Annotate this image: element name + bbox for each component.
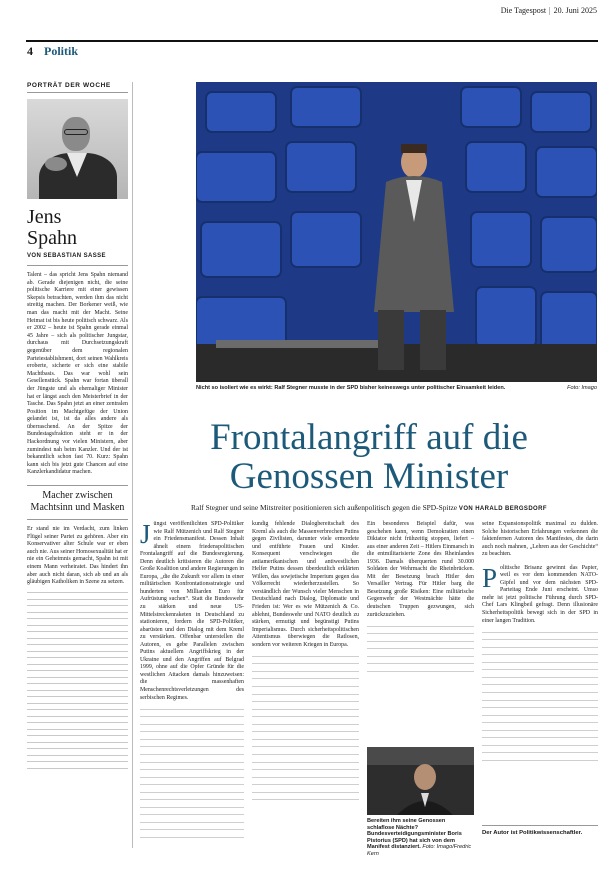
author-note: Der Autor ist Politikwissenschaftler.	[482, 830, 583, 836]
article-column-4-continuation	[482, 632, 598, 761]
portrait-first-name: Jens	[27, 206, 62, 228]
article-column-1-text: üngst veröffentlichten SPD-Politiker wie Ralf Mützenich und Ralf Stegner ein Friedensmanifest. Dessen Inhalt ähnelt einem friedenspolitischen Frontalangriff auf die Bundesregierung. Denn deutlich kritisieren die Autoren die Große Koalition und andere Regierungen in Europa, „die die Zukunft vor allem in einer militärischen Konfrontationsstrategie und hunderten von Milliarden Euro für Aufrüstung suchen“. Statt die Bundeswehr zu stärken und neue US-Mittelstreckenraketen in Deutschland zu stationieren, fordern die SPD-Politiker, abarüsten und den Dialog mit dem Kreml zu verstärken. Offenbar unterstellen die Autoren, es gebe Parallelen zwischen Putins aktuellem Angriffskrieg in der Ukraine und den Angriffen auf Belgrad 1999, ohne auf die Opfer Gründe für die westlichen Attacken damals hinzuweisen: die massenhaften Menschenrechtsverletzungen des serbischen Regimes.	[140, 521, 244, 701]
portrait-byline: VON SEBASTIAN SASSE	[27, 253, 128, 266]
article-column-3-text: Ein besonderes Beispiel dafür, was geschehen kann, wenn Demokratien einen Diktator nicht frühzeitig stoppen, liefert – aus einer anderen Zeit – Hitlers Einmarsch in die entmilitarisierte Zone des Rheinlandes 1936. Damals überquerten rund 30.000 Soldaten der Wehrmacht die Rheinbrücken. Mit der Besetzung brach Hitler den Versailler Vertrag. Für Hitler barg die Besetzung große Risiken: Eine militärische Gegenwehr der Westmächte hätte die deutschen Truppen gezwungen, sich zurückzuziehen.	[367, 521, 474, 618]
article-column-4	[482, 521, 598, 761]
portrait-subhead: Macher zwischen Machtsinn und Masken	[27, 485, 128, 520]
article-column-2	[252, 521, 359, 800]
article-author: VON HARALD BERGSDORF	[458, 506, 547, 512]
standfirst-text: Ralf Stegner und seine Mitstreiter positionieren sich außenpolitisch gegen die SPD-Spitze	[191, 503, 458, 512]
article-column-3-continuation	[367, 626, 474, 672]
inset-caption	[367, 818, 474, 858]
main-photo	[196, 82, 597, 382]
inset-credit: Foto: Imago/Fredric Kern	[367, 844, 472, 857]
article-column-4b-text: olitische Brisanz gewinnt das Papier, weil es vor dem kommenden NATO-Gipfel und vor dem nächsten SPD-Parteitag Ende Juni erscheint. Umso mehr ist jetzt politische Führung durch SPD-Chef Lars Klingbeil gefragt. Denn illusionäre Sicherheitspolitik bewegt sich in der SPD in einer langen Tradition.	[482, 564, 598, 624]
portrait-photo	[27, 99, 128, 199]
photo-credit: Foto: Imago	[567, 385, 597, 391]
section-title: Politik	[44, 44, 79, 58]
article-column-2-continuation	[252, 656, 359, 800]
inset-photo	[367, 747, 474, 815]
author-note-rule	[482, 825, 598, 826]
article-standfirst	[140, 503, 598, 512]
article-column-4-text: seine Expansionspolitik maximal zu dulden. Solche historischen Erfahrungen verkennen die faktenfernen Autoren des Manifestes, die darin auch noch mahnen, „Lehren aus der Geschichte“ zu beachten.	[482, 521, 598, 558]
drop-cap-2: P	[482, 562, 498, 593]
article-column-3	[367, 521, 474, 672]
portrait-kicker: PORTRÄT DER WOCHE	[27, 82, 128, 93]
page-number: 4	[27, 44, 33, 58]
page-rule	[26, 40, 598, 42]
photo-caption-text: Nicht so isoliert wie es wirkt: Ralf Stegner musste in der SPD bisher keineswegs unter politischer Einsamkeit leiden.	[196, 385, 506, 391]
headline-line-1: Frontalangriff auf die	[210, 417, 528, 458]
portrait-column	[27, 82, 128, 769]
article-headline	[140, 418, 598, 496]
article-column-2-text: kundig fehlende Dialogbereitschaft des Kreml als auch die Massenverbrechen Putins gegen Zivilisten, darunter viele ermordete und entführte Frauen und Kinder. Konsequent verschwiegen die antiamerikanischen und antiwestlichen Helfer Putins dessen überdeutlich erklärten Willen, das sowjetische Imperium gegen das Völkerrecht wiederherzustellen. So verständlich der Wunsch vieler Menschen in Deutschland nach Dialog, Diplomatie und Frieden ist: Wer es wie Mützenich & Co. ablehnt, Bundeswehr und NATO deutlich zu stärken, ermutigt und begünstigt Putins Imperialismus. Durch sicherheitspolitischen Attentismus überwiegen die Ratlosen, sondern vor weiteren Kriegen in Europa.	[252, 521, 359, 648]
portrait-name	[27, 207, 128, 249]
photo-caption	[196, 385, 597, 391]
issue-date: 20. Juni 2025	[553, 6, 597, 15]
article-column-1-continuation	[140, 709, 244, 838]
masthead: Die Tagespost | 20. Juni 2025	[500, 6, 597, 15]
drop-cap: J	[140, 519, 151, 549]
headline-line-2: Genossen Minister	[229, 456, 509, 497]
portrait-body: Talent – das spricht Jens Spahn niemand ab. Gerade diejenigen nicht, die seine politische Karriere mit einer gewissen Skepsis betrachten, werden ihm das nicht streitig machen. Der Borkener weiß, wie man das macht mit der Macht. Seine Heimat ist bis heute politisch schwarz. Als er 2002 – heute ist Spahn gerade einmal 45 Jahre – sich als politischer Jungstar, durchaus mit Durchsetzungskraft gegenüber dem regionalen Parteiestablishment, dort seinen Wahlkreis eroberte, sicherte er sich eine stabile Machtbasis. Das war wohl sein Gesellenstück. Spahn war fortan überall der Jüngste und als ehemaliger Minister hat er längst auch den Meisterbrief in der Tasche. Das Spahn jetzt an einer zentralen Position im Machtgefüge der Union gelandet ist, ist da alles andere als überraschend. An der Spitze der Bundestagsfraktion steht er in der Hackordnung vor vielen Ministern, aber zumindest nah beim Kanzler. Und der ist bekanntlich schon fast 70. Kurz: Spahn kann sich bis jetzt gute Chancen auf eine Kanzlerkandidatur machen.	[27, 272, 128, 476]
article-column-1	[140, 521, 244, 838]
portrait-body-2: Er stand nie im Verdacht, zum linken Flügel seiner Partei zu gehören. Aber ein Konservativer alter Schule war er eben auch nie. Aus seiner Homosexualität hat er nie ein Geheimnis gemacht, Spahn ist mit einem Mann verheiratet. Das hindert ihn aber auch nicht daran, sich ab und an als gläubigen Katholiken in Szene zu setzen.	[27, 526, 128, 586]
paper-name: Die Tagespost	[500, 6, 547, 15]
inset-caption-text: Bereiten ihm seine Genossen schlaflose Nächte? Bundesverteidigungsminister Boris Pistorius (SPD) hat sich von dem Manifest distanziert.	[367, 818, 462, 851]
column-divider	[132, 82, 133, 848]
portrait-text-continuation	[27, 592, 128, 769]
portrait-last-name: Spahn	[27, 227, 77, 249]
